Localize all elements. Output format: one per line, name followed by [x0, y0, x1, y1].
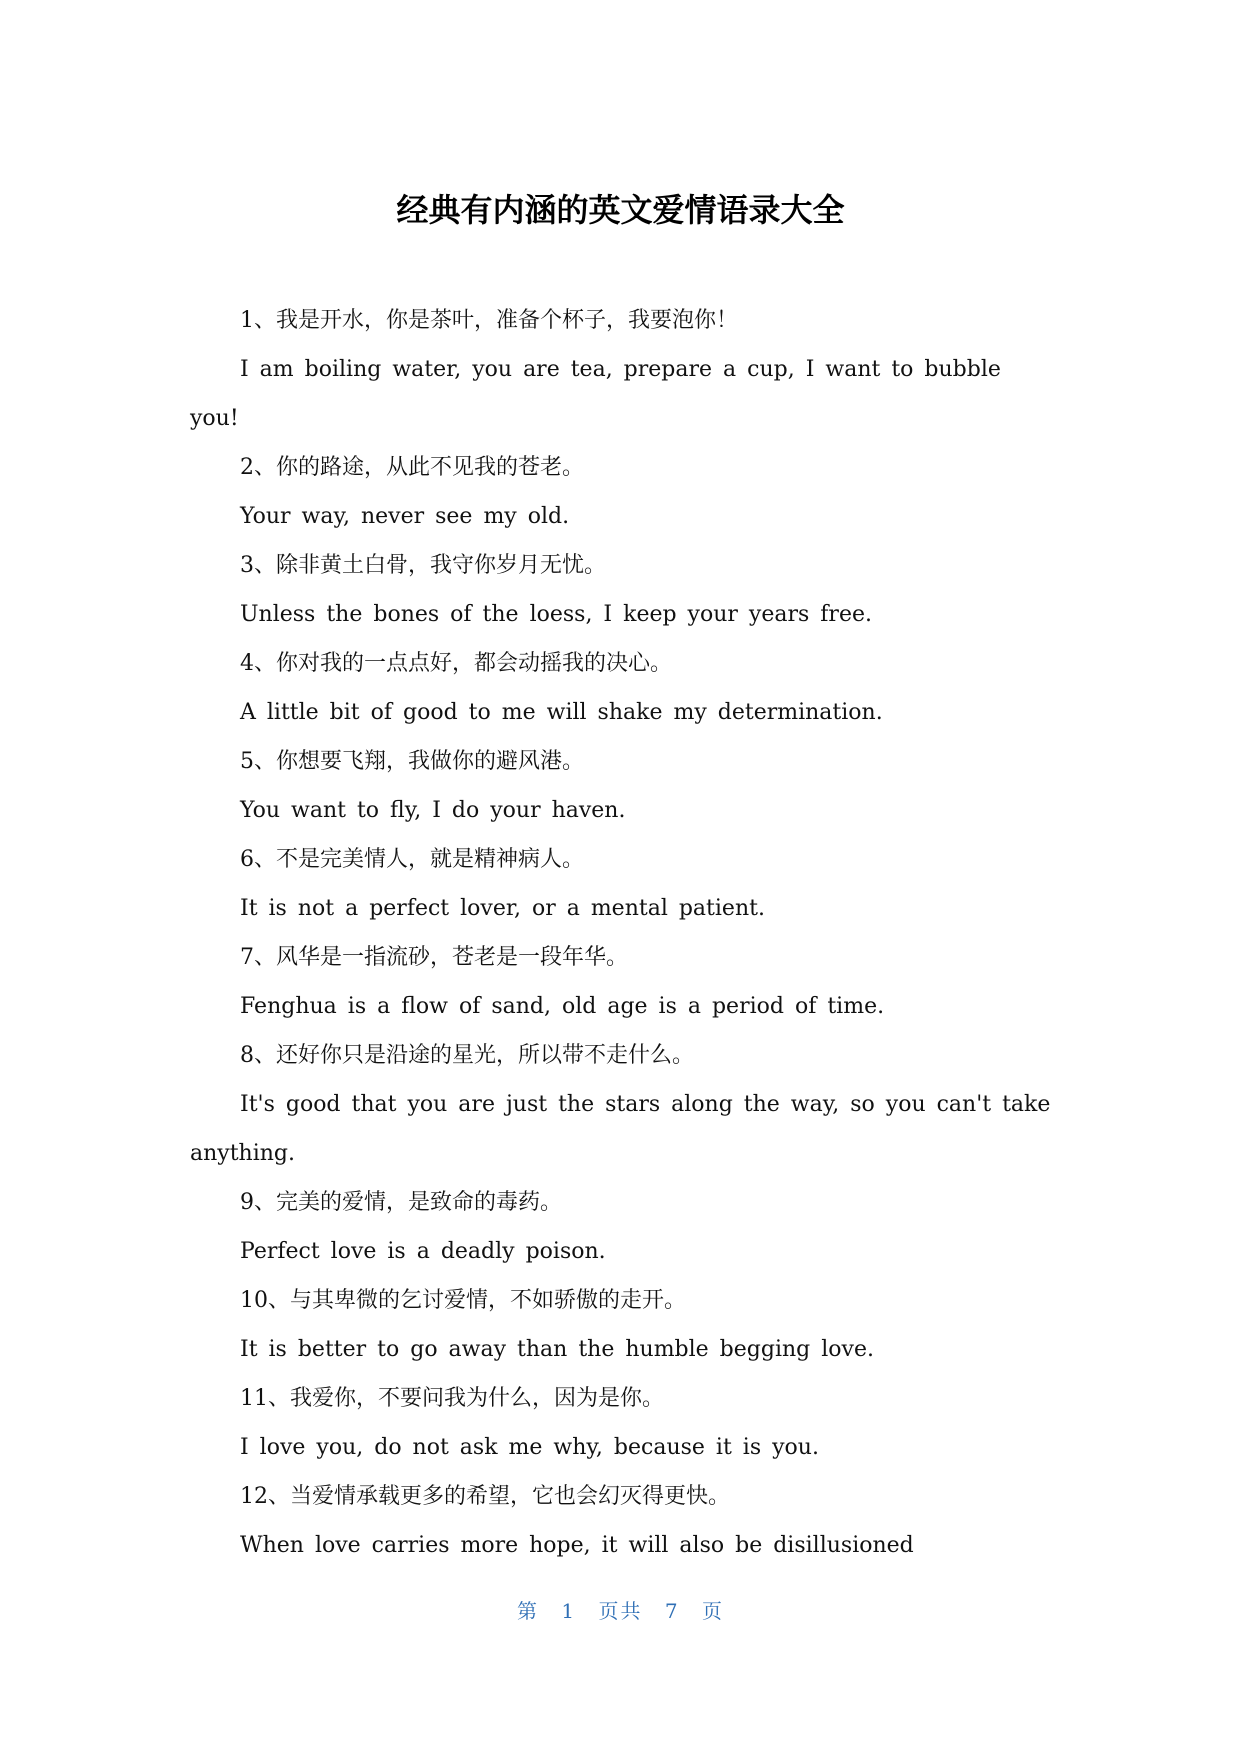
- paragraph-6-en: It is not a perfect lover, or a mental patient.: [240, 896, 765, 921]
- paragraph-6-zh: 6、不是完美情人，就是精神病人。: [240, 847, 584, 872]
- paragraph-5-zh: 5、你想要飞翔，我做你的避风港。: [240, 749, 584, 774]
- page-footer: [0, 1596, 1241, 1626]
- paragraph-9-zh: 9、完美的爱情，是致命的毒药。: [240, 1190, 562, 1215]
- paragraph-1-zh: 1、我是开水，你是茶叶，准备个杯子，我要泡你！: [240, 308, 738, 333]
- paragraph-1-en: I am boiling water, you are tea, prepare a cup, I want to bubble you!: [190, 357, 1001, 431]
- paragraph-8-en: It's good that you are just the stars along the way, so you can't take anything.: [190, 1092, 1051, 1166]
- paragraph-11-en: I love you, do not ask me why, because it is you.: [240, 1435, 819, 1460]
- page-title: 经典有内涵的英文爱情语录大全: [396, 191, 845, 229]
- page-label-mid: 页共: [598, 1599, 643, 1623]
- paragraph-12-en: When love carries more hope, it will also be disillusioned: [240, 1533, 914, 1558]
- paragraph-10-en: It is better to go away than the humble begging love.: [240, 1337, 874, 1362]
- paragraph-3-en: Unless the bones of the loess, I keep your years free.: [240, 602, 872, 627]
- paragraph-12-zh: 12、当爱情承载更多的希望，它也会幻灭得更快。: [240, 1484, 730, 1509]
- paragraph-9-en: Perfect love is a deadly poison.: [240, 1239, 606, 1264]
- document-body: [190, 296, 1052, 1570]
- paragraph-7-zh: 7、风华是一指流砂，苍老是一段年华。: [240, 945, 628, 970]
- current-page-number: 1: [561, 1599, 577, 1623]
- paragraph-2-en: Your way, never see my old.: [240, 504, 570, 529]
- paragraph-4-en: A little bit of good to me will shake my determination.: [240, 700, 883, 725]
- page-label-suffix: 页: [701, 1599, 724, 1623]
- paragraph-7-en: Fenghua is a flow of sand, old age is a period of time.: [240, 994, 885, 1019]
- paragraph-3-zh: 3、除非黄土白骨，我守你岁月无忧。: [240, 553, 606, 578]
- paragraph-5-en: You want to fly, I do your haven.: [240, 798, 626, 823]
- page-label-prefix: 第: [517, 1599, 540, 1623]
- total-pages-number: 7: [664, 1599, 680, 1623]
- paragraph-4-zh: 4、你对我的一点点好，都会动摇我的决心。: [240, 651, 672, 676]
- paragraph-2-zh: 2、你的路途，从此不见我的苍老。: [240, 455, 584, 480]
- paragraph-10-zh: 10、与其卑微的乞讨爱情，不如骄傲的走开。: [240, 1288, 686, 1313]
- paragraph-8-zh: 8、还好你只是沿途的星光，所以带不走什么。: [240, 1043, 694, 1068]
- paragraph-11-zh: 11、我爱你，不要问我为什么，因为是你。: [240, 1386, 664, 1411]
